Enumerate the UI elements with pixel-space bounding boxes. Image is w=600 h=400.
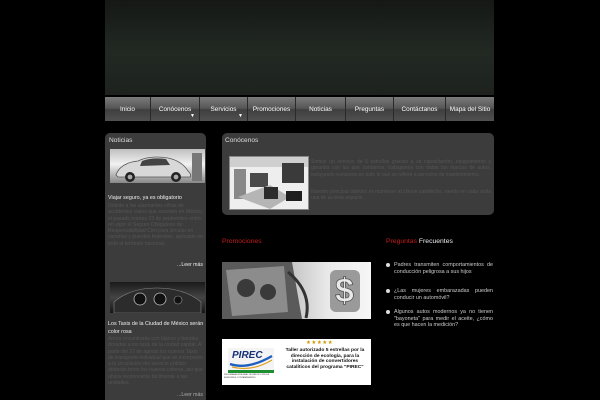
pirec-banner[interactable] [222,339,371,385]
nav-label: Noticias [309,105,332,113]
svg-text:$: $ [335,272,354,310]
nav-contactanos[interactable] [394,97,446,121]
news-body: Debido a las alarmantes cifras de accidentes viales que suceden en México, el pasado martes 23 de septiembre entró en vigor el Seguro Obligatorio de Responsabilidad Civil para circular en caminos y puentes federales, aplicable en todo el territorio nacional. [108,203,204,247]
nav-label: Mapa del Sitio [449,105,491,113]
pirec-caption: Taller autorizado 5 estrellas por la dirección de ecología, para la instalación de convertidores catalíticos del programa "PIREC" [285,348,365,370]
dropdown-arrow-icon: ▼ [190,113,195,119]
bullet-icon [386,289,390,293]
nav-servicios[interactable] [200,97,248,121]
bullet-icon [386,263,390,267]
faq-item[interactable]: Algunos autos modernos ya no tienen "bayoneta" para medir el aceite, ¿cómo es que hacen la medición? [394,309,493,329]
faq-item[interactable]: Padres transmiten comportamientos de conducción peligrosa a sus hijos [394,262,493,275]
news-headline[interactable]: Viajar seguro, ya es obligatorio [108,195,182,201]
preguntas-title [386,238,453,246]
pirec-logo-box [228,348,274,373]
news-read-more-link[interactable]: ...Leer más [177,392,203,398]
conocenos-paragraph: Somos un servicio de 5 estrellas gracias a su capacitación, equipamiento y garantía con las que contamos, trabajamos con todas las marcas de autos, incluyendo europeos en todo lo que se refiere a servicios de mantenimiento. [311,159,491,178]
nav-label: Conócenos [158,105,192,113]
nav-preguntas[interactable] [346,97,394,121]
pirec-logo-text: PIREC [232,350,263,361]
conocenos-panel [222,133,494,215]
conocenos-paragraph: Nuestro principal objetivo es mantener al cliente satisfecho, siendo en cada visita una de su ésta espacio. [311,189,491,202]
news-image-classic-car[interactable] [110,149,205,183]
dropdown-arrow-icon: ▼ [238,113,243,119]
faq-item[interactable]: ¿Las mujeres embarazadas pueden conducir un automóvil? [394,288,493,301]
noticias-panel [105,133,206,400]
news-image-dashboard[interactable] [110,282,205,313]
preguntas-title-red: Preguntas [386,238,417,245]
pirec-logo-subtext: PROGRAMA INTEGRAL DE REDUCCIÓN DE EMISIONES CONTAMINANTES [224,374,270,379]
nav-label: Promociones [252,105,291,113]
rating-stars-icon: ★★★★★ [306,340,334,346]
nav-label: Preguntas [354,105,385,113]
conocenos-title: Conócenos [225,137,259,144]
news-read-more-link[interactable]: ...Leer más [177,262,203,268]
site-header-banner [105,0,494,95]
nav-mapa-del-sitio[interactable] [446,97,494,121]
news-body: Ahora encontrarás con blanco y bandas doradas a los taxis de la ciudad capital. A partir del 27 de agosto los nuevos Taxis de transporte individual que se incorporen a la circulación del servicio público deberán tener los nuevos colores, así que ahora reconocerás fácilmente a las unidades [108,336,203,387]
main-nav [105,97,494,121]
nav-label: Contáctanos [401,105,438,113]
preguntas-title-white: Frecuentes [418,238,453,245]
nav-label: Inicio [120,105,135,113]
nav-conocenos[interactable] [151,97,200,121]
promociones-title: Promociones [222,238,262,245]
nav-promociones[interactable] [248,97,296,121]
nav-label: Servicios [210,105,237,113]
workshop-image [229,156,309,210]
promo-image-engine-dollar[interactable] [222,262,371,319]
noticias-title: Noticias [109,137,133,144]
news-headline[interactable]: Los Taxis de la Ciudad de México serán color rosa [108,321,204,335]
nav-noticias[interactable] [296,97,346,121]
nav-inicio[interactable] [105,97,151,121]
bullet-icon [386,310,390,314]
